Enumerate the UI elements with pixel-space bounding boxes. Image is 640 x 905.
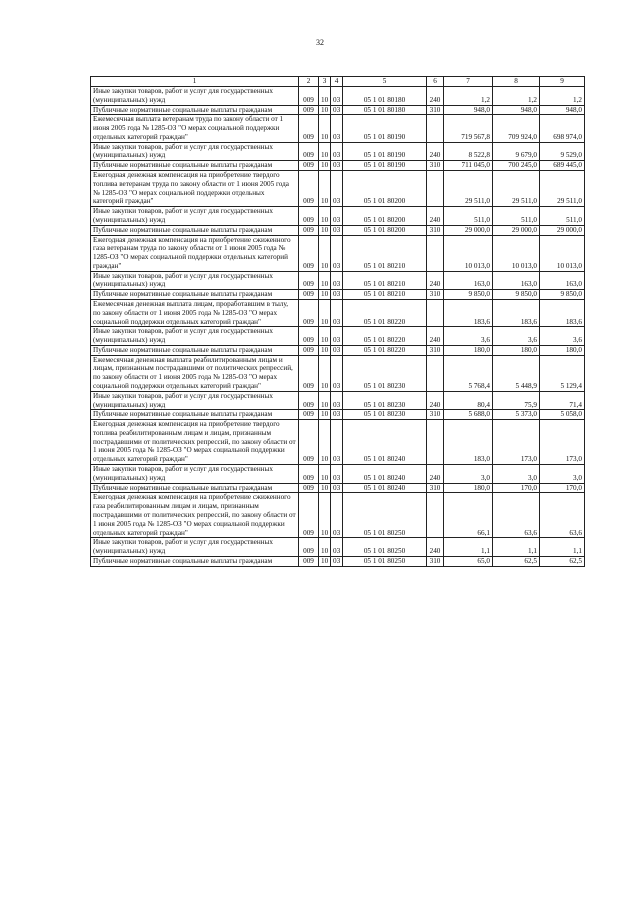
- expense-name-cell: Ежегодная денежная компенсация на приобретение сжиженного газа ветеранам труда по закону области от 1 июня 2005 года № 1285-ОЗ "О мерах социальной поддержки отдельных категорий граждан": [91, 235, 299, 271]
- ministry-code-cell: 009: [299, 142, 319, 161]
- amount-year2-cell: 5 373,0: [493, 410, 540, 420]
- target-article-cell: 05 1 01 80230: [343, 391, 427, 410]
- amount-year1-cell: 183,0: [444, 420, 493, 465]
- expense-name-cell: Публичные нормативные социальные выплаты гражданам: [91, 161, 299, 171]
- expense-name-cell: Иные закупки товаров, работ и услуг для государственных (муниципальных) нужд: [91, 87, 299, 106]
- section-code-cell: 10: [319, 556, 331, 566]
- amount-year2-cell: 163,0: [493, 271, 540, 290]
- section-code-cell: 10: [319, 327, 331, 346]
- table-row: [91, 290, 585, 300]
- amount-year2-cell: 511,0: [493, 207, 540, 226]
- section-code-cell: 10: [319, 142, 331, 161]
- header-cell: 3: [319, 77, 331, 87]
- amount-year2-cell: 1,1: [493, 538, 540, 557]
- subsection-code-cell: 03: [331, 115, 343, 142]
- amount-year2-cell: 9 850,0: [493, 290, 540, 300]
- amount-year3-cell: 5 058,0: [540, 410, 585, 420]
- table-header-row: [91, 77, 585, 87]
- target-article-cell: 05 1 01 80200: [343, 207, 427, 226]
- subsection-code-cell: 03: [331, 355, 343, 391]
- amount-year3-cell: 1,2: [540, 87, 585, 106]
- amount-year2-cell: 948,0: [493, 105, 540, 115]
- expense-type-cell: 310: [427, 410, 444, 420]
- amount-year1-cell: 711 045,0: [444, 161, 493, 171]
- target-article-cell: 05 1 01 80220: [343, 345, 427, 355]
- subsection-code-cell: 03: [331, 538, 343, 557]
- section-code-cell: 10: [319, 290, 331, 300]
- table-row: [91, 556, 585, 566]
- section-code-cell: 10: [319, 420, 331, 465]
- amount-year1-cell: 948,0: [444, 105, 493, 115]
- amount-year3-cell: 5 129,4: [540, 355, 585, 391]
- section-code-cell: 10: [319, 271, 331, 290]
- expense-name-cell: Публичные нормативные социальные выплаты гражданам: [91, 105, 299, 115]
- amount-year1-cell: 8 522,8: [444, 142, 493, 161]
- amount-year3-cell: 689 445,0: [540, 161, 585, 171]
- target-article-cell: 05 1 01 80250: [343, 556, 427, 566]
- expense-type-cell: [427, 235, 444, 271]
- amount-year1-cell: 3,0: [444, 465, 493, 484]
- amount-year3-cell: 948,0: [540, 105, 585, 115]
- expense-type-cell: 240: [427, 465, 444, 484]
- amount-year3-cell: 9 850,0: [540, 290, 585, 300]
- amount-year2-cell: 29 000,0: [493, 225, 540, 235]
- target-article-cell: 05 1 01 80180: [343, 105, 427, 115]
- subsection-code-cell: 03: [331, 290, 343, 300]
- amount-year3-cell: 183,6: [540, 299, 585, 326]
- header-cell: 9: [540, 77, 585, 87]
- ministry-code-cell: 009: [299, 493, 319, 538]
- amount-year3-cell: 511,0: [540, 207, 585, 226]
- amount-year2-cell: 1,2: [493, 87, 540, 106]
- ministry-code-cell: 009: [299, 345, 319, 355]
- subsection-code-cell: 03: [331, 410, 343, 420]
- subsection-code-cell: 03: [331, 142, 343, 161]
- table-row: [91, 493, 585, 538]
- amount-year3-cell: 29 511,0: [540, 171, 585, 207]
- ministry-code-cell: 009: [299, 327, 319, 346]
- amount-year2-cell: 3,6: [493, 327, 540, 346]
- subsection-code-cell: 03: [331, 327, 343, 346]
- ministry-code-cell: 009: [299, 235, 319, 271]
- subsection-code-cell: 03: [331, 493, 343, 538]
- expense-type-cell: 240: [427, 271, 444, 290]
- expense-name-cell: Иные закупки товаров, работ и услуг для государственных (муниципальных) нужд: [91, 391, 299, 410]
- table-row: [91, 105, 585, 115]
- ministry-code-cell: 009: [299, 87, 319, 106]
- amount-year1-cell: 3,6: [444, 327, 493, 346]
- header-cell: 8: [493, 77, 540, 87]
- table-row: [91, 465, 585, 484]
- expense-name-cell: Публичные нормативные социальные выплаты гражданам: [91, 225, 299, 235]
- amount-year3-cell: 63,6: [540, 493, 585, 538]
- subsection-code-cell: 03: [331, 235, 343, 271]
- ministry-code-cell: 009: [299, 290, 319, 300]
- section-code-cell: 10: [319, 538, 331, 557]
- expense-type-cell: [427, 171, 444, 207]
- ministry-code-cell: 009: [299, 271, 319, 290]
- table-row: [91, 142, 585, 161]
- table-row: [91, 327, 585, 346]
- target-article-cell: 05 1 01 80240: [343, 420, 427, 465]
- table-row: [91, 391, 585, 410]
- amount-year3-cell: 71,4: [540, 391, 585, 410]
- subsection-code-cell: 03: [331, 483, 343, 493]
- section-code-cell: 10: [319, 87, 331, 106]
- amount-year1-cell: 511,0: [444, 207, 493, 226]
- subsection-code-cell: 03: [331, 271, 343, 290]
- amount-year2-cell: 9 679,0: [493, 142, 540, 161]
- amount-year3-cell: 9 529,0: [540, 142, 585, 161]
- amount-year3-cell: 1,1: [540, 538, 585, 557]
- amount-year1-cell: 65,0: [444, 556, 493, 566]
- ministry-code-cell: 009: [299, 420, 319, 465]
- table-row: [91, 161, 585, 171]
- amount-year2-cell: 29 511,0: [493, 171, 540, 207]
- expense-name-cell: Иные закупки товаров, работ и услуг для государственных (муниципальных) нужд: [91, 271, 299, 290]
- target-article-cell: 05 1 01 80210: [343, 235, 427, 271]
- expense-name-cell: Ежегодная денежная компенсация на приобретение твердого топлива ветеранам труда по закону области от 1 июня 2005 года № 1285-ОЗ "О мерах социальной поддержки отдельных категорий граждан": [91, 171, 299, 207]
- section-code-cell: 10: [319, 355, 331, 391]
- subsection-code-cell: 03: [331, 161, 343, 171]
- expense-name-cell: Иные закупки товаров, работ и услуг для государственных (муниципальных) нужд: [91, 142, 299, 161]
- ministry-code-cell: 009: [299, 483, 319, 493]
- amount-year1-cell: 66,1: [444, 493, 493, 538]
- amount-year3-cell: 170,0: [540, 483, 585, 493]
- expense-name-cell: Ежемесячная денежная выплата реабилитированным лицам и лицам, признанным пострадавшими от политических репрессий, по закону области от 1 июня 2005 года № 1285-ОЗ "О мерах социальной поддержки отдельных категорий граждан": [91, 355, 299, 391]
- ministry-code-cell: 009: [299, 355, 319, 391]
- expense-type-cell: [427, 355, 444, 391]
- section-code-cell: 10: [319, 207, 331, 226]
- budget-table: [90, 76, 585, 567]
- subsection-code-cell: 03: [331, 105, 343, 115]
- subsection-code-cell: 03: [331, 87, 343, 106]
- expense-type-cell: [427, 420, 444, 465]
- amount-year1-cell: 163,0: [444, 271, 493, 290]
- ministry-code-cell: 009: [299, 556, 319, 566]
- target-article-cell: 05 1 01 80230: [343, 410, 427, 420]
- amount-year3-cell: 3,6: [540, 327, 585, 346]
- section-code-cell: 10: [319, 465, 331, 484]
- target-article-cell: 05 1 01 80230: [343, 355, 427, 391]
- table-row: [91, 115, 585, 142]
- target-article-cell: 05 1 01 80240: [343, 465, 427, 484]
- amount-year3-cell: 180,0: [540, 345, 585, 355]
- table-row: [91, 355, 585, 391]
- section-code-cell: 10: [319, 410, 331, 420]
- amount-year2-cell: 62,5: [493, 556, 540, 566]
- amount-year2-cell: 700 245,0: [493, 161, 540, 171]
- expense-type-cell: 310: [427, 161, 444, 171]
- amount-year2-cell: 10 013,0: [493, 235, 540, 271]
- amount-year2-cell: 173,0: [493, 420, 540, 465]
- header-cell: 4: [331, 77, 343, 87]
- amount-year2-cell: 5 448,9: [493, 355, 540, 391]
- expense-type-cell: [427, 115, 444, 142]
- ministry-code-cell: 009: [299, 391, 319, 410]
- amount-year3-cell: 10 013,0: [540, 235, 585, 271]
- amount-year3-cell: 173,0: [540, 420, 585, 465]
- header-cell: 2: [299, 77, 319, 87]
- target-article-cell: 05 1 01 80210: [343, 271, 427, 290]
- header-cell: 5: [343, 77, 427, 87]
- subsection-code-cell: 03: [331, 207, 343, 226]
- target-article-cell: 05 1 01 80220: [343, 299, 427, 326]
- expense-type-cell: [427, 299, 444, 326]
- target-article-cell: 05 1 01 80240: [343, 483, 427, 493]
- target-article-cell: 05 1 01 80190: [343, 161, 427, 171]
- expense-type-cell: 240: [427, 87, 444, 106]
- section-code-cell: 10: [319, 391, 331, 410]
- section-code-cell: 10: [319, 493, 331, 538]
- target-article-cell: 05 1 01 80190: [343, 115, 427, 142]
- amount-year3-cell: 29 000,0: [540, 225, 585, 235]
- subsection-code-cell: 03: [331, 299, 343, 326]
- ministry-code-cell: 009: [299, 115, 319, 142]
- amount-year1-cell: 1,1: [444, 538, 493, 557]
- expense-name-cell: Публичные нормативные социальные выплаты гражданам: [91, 345, 299, 355]
- expense-type-cell: [427, 493, 444, 538]
- target-article-cell: 05 1 01 80200: [343, 171, 427, 207]
- amount-year3-cell: 163,0: [540, 271, 585, 290]
- header-cell: 7: [444, 77, 493, 87]
- amount-year1-cell: 180,0: [444, 483, 493, 493]
- expense-type-cell: 240: [427, 391, 444, 410]
- ministry-code-cell: 009: [299, 410, 319, 420]
- target-article-cell: 05 1 01 80200: [343, 225, 427, 235]
- section-code-cell: 10: [319, 299, 331, 326]
- amount-year1-cell: 10 013,0: [444, 235, 493, 271]
- target-article-cell: 05 1 01 80210: [343, 290, 427, 300]
- amount-year2-cell: 75,9: [493, 391, 540, 410]
- table-row: [91, 410, 585, 420]
- amount-year3-cell: 62,5: [540, 556, 585, 566]
- amount-year3-cell: 698 974,0: [540, 115, 585, 142]
- amount-year1-cell: 183,6: [444, 299, 493, 326]
- target-article-cell: 05 1 01 80220: [343, 327, 427, 346]
- ministry-code-cell: 009: [299, 161, 319, 171]
- expense-name-cell: Иные закупки товаров, работ и услуг для государственных (муниципальных) нужд: [91, 327, 299, 346]
- subsection-code-cell: 03: [331, 465, 343, 484]
- target-article-cell: 05 1 01 80190: [343, 142, 427, 161]
- expense-name-cell: Публичные нормативные социальные выплаты гражданам: [91, 556, 299, 566]
- subsection-code-cell: 03: [331, 171, 343, 207]
- expense-name-cell: Публичные нормативные социальные выплаты гражданам: [91, 290, 299, 300]
- subsection-code-cell: 03: [331, 225, 343, 235]
- amount-year1-cell: 9 850,0: [444, 290, 493, 300]
- expense-name-cell: Публичные нормативные социальные выплаты гражданам: [91, 410, 299, 420]
- subsection-code-cell: 03: [331, 391, 343, 410]
- amount-year1-cell: 80,4: [444, 391, 493, 410]
- ministry-code-cell: 009: [299, 207, 319, 226]
- expense-type-cell: 240: [427, 207, 444, 226]
- ministry-code-cell: 009: [299, 105, 319, 115]
- expense-name-cell: Иные закупки товаров, работ и услуг для государственных (муниципальных) нужд: [91, 207, 299, 226]
- section-code-cell: 10: [319, 483, 331, 493]
- section-code-cell: 10: [319, 345, 331, 355]
- table-row: [91, 225, 585, 235]
- amount-year2-cell: 63,6: [493, 493, 540, 538]
- subsection-code-cell: 03: [331, 420, 343, 465]
- amount-year2-cell: 3,0: [493, 465, 540, 484]
- header-cell: 1: [91, 77, 299, 87]
- amount-year3-cell: 3,0: [540, 465, 585, 484]
- section-code-cell: 10: [319, 115, 331, 142]
- amount-year1-cell: 1,2: [444, 87, 493, 106]
- table-row: [91, 538, 585, 557]
- expense-type-cell: 310: [427, 225, 444, 235]
- expense-name-cell: Ежемесячная выплата ветеранам труда по закону области от 1 июня 2005 года № 1285-ОЗ "О мерах социальной поддержки отдельных категорий граждан": [91, 115, 299, 142]
- header-cell: 6: [427, 77, 444, 87]
- amount-year1-cell: 180,0: [444, 345, 493, 355]
- amount-year1-cell: 29 511,0: [444, 171, 493, 207]
- table-row: [91, 271, 585, 290]
- subsection-code-cell: 03: [331, 556, 343, 566]
- amount-year1-cell: 5 688,0: [444, 410, 493, 420]
- table-row: [91, 171, 585, 207]
- expense-type-cell: 310: [427, 105, 444, 115]
- amount-year1-cell: 5 768,4: [444, 355, 493, 391]
- expense-type-cell: 240: [427, 327, 444, 346]
- ministry-code-cell: 009: [299, 465, 319, 484]
- target-article-cell: 05 1 01 80250: [343, 493, 427, 538]
- expense-name-cell: Публичные нормативные социальные выплаты гражданам: [91, 483, 299, 493]
- amount-year2-cell: 709 924,0: [493, 115, 540, 142]
- table-row: [91, 345, 585, 355]
- section-code-cell: 10: [319, 105, 331, 115]
- page-number: 32: [316, 38, 324, 47]
- expense-name-cell: Ежегодная денежная компенсация на приобретение сжиженного газа реабилитированным лицам и лицам, признанным пострадавшими от политических репрессий, по закону области от 1 июня 2005 года № 1285-ОЗ "О мерах социальной поддержки отдельных категорий граждан": [91, 493, 299, 538]
- expense-type-cell: 240: [427, 538, 444, 557]
- expense-name-cell: Ежегодная денежная компенсация на приобретение твердого топлива реабилитированным лицам и лицам, признанным пострадавшими от политических репрессий, по закону области от 1 июня 2005 года № 1285-ОЗ "О мерах социальной поддержки отдельных категорий граждан": [91, 420, 299, 465]
- expense-name-cell: Ежемесячная денежная выплата лицам, проработавшим в тылу, по закону области от 1 июня 2005 года № 1285-ОЗ "О мерах социальной поддержки отдельных категорий граждан": [91, 299, 299, 326]
- expense-type-cell: 310: [427, 556, 444, 566]
- amount-year2-cell: 180,0: [493, 345, 540, 355]
- section-code-cell: 10: [319, 225, 331, 235]
- expense-name-cell: Иные закупки товаров, работ и услуг для государственных (муниципальных) нужд: [91, 465, 299, 484]
- amount-year1-cell: 719 567,8: [444, 115, 493, 142]
- target-article-cell: 05 1 01 80250: [343, 538, 427, 557]
- expense-type-cell: 310: [427, 345, 444, 355]
- ministry-code-cell: 009: [299, 538, 319, 557]
- expense-type-cell: 310: [427, 483, 444, 493]
- table-row: [91, 207, 585, 226]
- section-code-cell: 10: [319, 171, 331, 207]
- table-row: [91, 87, 585, 106]
- ministry-code-cell: 009: [299, 225, 319, 235]
- table-row: [91, 235, 585, 271]
- table-row: [91, 299, 585, 326]
- ministry-code-cell: 009: [299, 171, 319, 207]
- section-code-cell: 10: [319, 235, 331, 271]
- expense-type-cell: 310: [427, 290, 444, 300]
- ministry-code-cell: 009: [299, 299, 319, 326]
- section-code-cell: 10: [319, 161, 331, 171]
- subsection-code-cell: 03: [331, 345, 343, 355]
- expense-name-cell: Иные закупки товаров, работ и услуг для государственных (муниципальных) нужд: [91, 538, 299, 557]
- amount-year2-cell: 170,0: [493, 483, 540, 493]
- amount-year2-cell: 183,6: [493, 299, 540, 326]
- expense-type-cell: 240: [427, 142, 444, 161]
- target-article-cell: 05 1 01 80180: [343, 87, 427, 106]
- table-row: [91, 420, 585, 465]
- table-row: [91, 483, 585, 493]
- amount-year1-cell: 29 000,0: [444, 225, 493, 235]
